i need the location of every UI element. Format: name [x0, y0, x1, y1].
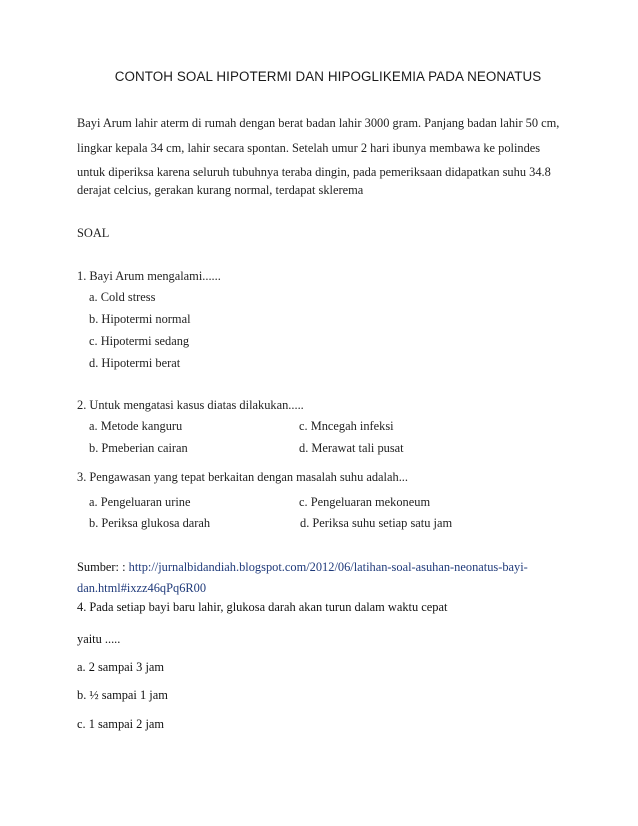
- q1-option-c: c. Hipotermi sedang: [89, 334, 190, 348]
- document-title: CONTOH SOAL HIPOTERMI DAN HIPOGLIKEMIA PADA NEONATUS: [114, 69, 542, 84]
- q3-option-c: c. Pengeluaran mekoneum: [299, 495, 431, 509]
- q2-option-c: c. Mncegah infeksi: [299, 419, 394, 433]
- q4-option-a: a. 2 sampai 3 jam: [77, 660, 165, 674]
- q4-option-c: c. 1 sampai 2 jam: [77, 717, 165, 731]
- source-url-line-2: [77, 580, 206, 596]
- soal-heading: SOAL: [77, 226, 110, 240]
- question-4-line-2: yaitu .....: [77, 632, 121, 646]
- q3-option-b: b. Periksa glukosa darah: [89, 516, 211, 530]
- source-label: Sumber: :: [77, 560, 129, 574]
- source-url-part-2[interactable]: dan.html#ixzz46qPq6R00: [77, 581, 207, 595]
- q3-option-a: a. Pengeluaran urine: [89, 495, 191, 509]
- q1-option-b: b. Hipotermi normal: [89, 312, 191, 326]
- q3-option-d: d. Periksa suhu setiap satu jam: [300, 516, 453, 530]
- q1-option-d: d. Hipotermi berat: [89, 356, 181, 370]
- q2-option-d: d. Merawat tali pusat: [299, 441, 404, 455]
- intro-line-1: Bayi Arum lahir aterm di rumah dengan berat badan lahir 3000 gram. Panjang badan lahir 50 cm,: [77, 116, 560, 130]
- intro-line-2: lingkar kepala 34 cm, lahir secara spontan. Setelah umur 2 hari ibunya membawa ke polindes: [77, 141, 541, 155]
- q4-option-b: b. ½ sampai 1 jam: [77, 688, 168, 702]
- q2-option-a: a. Metode kanguru: [89, 419, 183, 433]
- question-1: 1. Bayi Arum mengalami......: [77, 269, 221, 283]
- intro-line-4: derajat celcius, gerakan kurang normal, terdapat sklerema: [77, 183, 364, 197]
- intro-line-3: untuk diperiksa karena seluruh tubuhnya teraba dingin, pada pemeriksaan didapatkan suhu 34.8: [77, 165, 551, 179]
- q2-option-b: b. Pmeberian cairan: [89, 441, 188, 455]
- source-line: [77, 559, 528, 575]
- source-url-part-1[interactable]: http://jurnalbidandiah.blogspot.com/2012/06/latihan-soal-asuhan-neonatus-bayi-: [128, 560, 528, 574]
- question-3: 3. Pengawasan yang tepat berkaitan dengan masalah suhu adalah...: [77, 470, 408, 484]
- question-4-line-1: 4. Pada setiap bayi baru lahir, glukosa darah akan turun dalam waktu cepat: [77, 600, 448, 614]
- q1-option-a: a. Cold stress: [89, 290, 156, 304]
- question-2: 2. Untuk mengatasi kasus diatas dilakukan.....: [77, 398, 304, 412]
